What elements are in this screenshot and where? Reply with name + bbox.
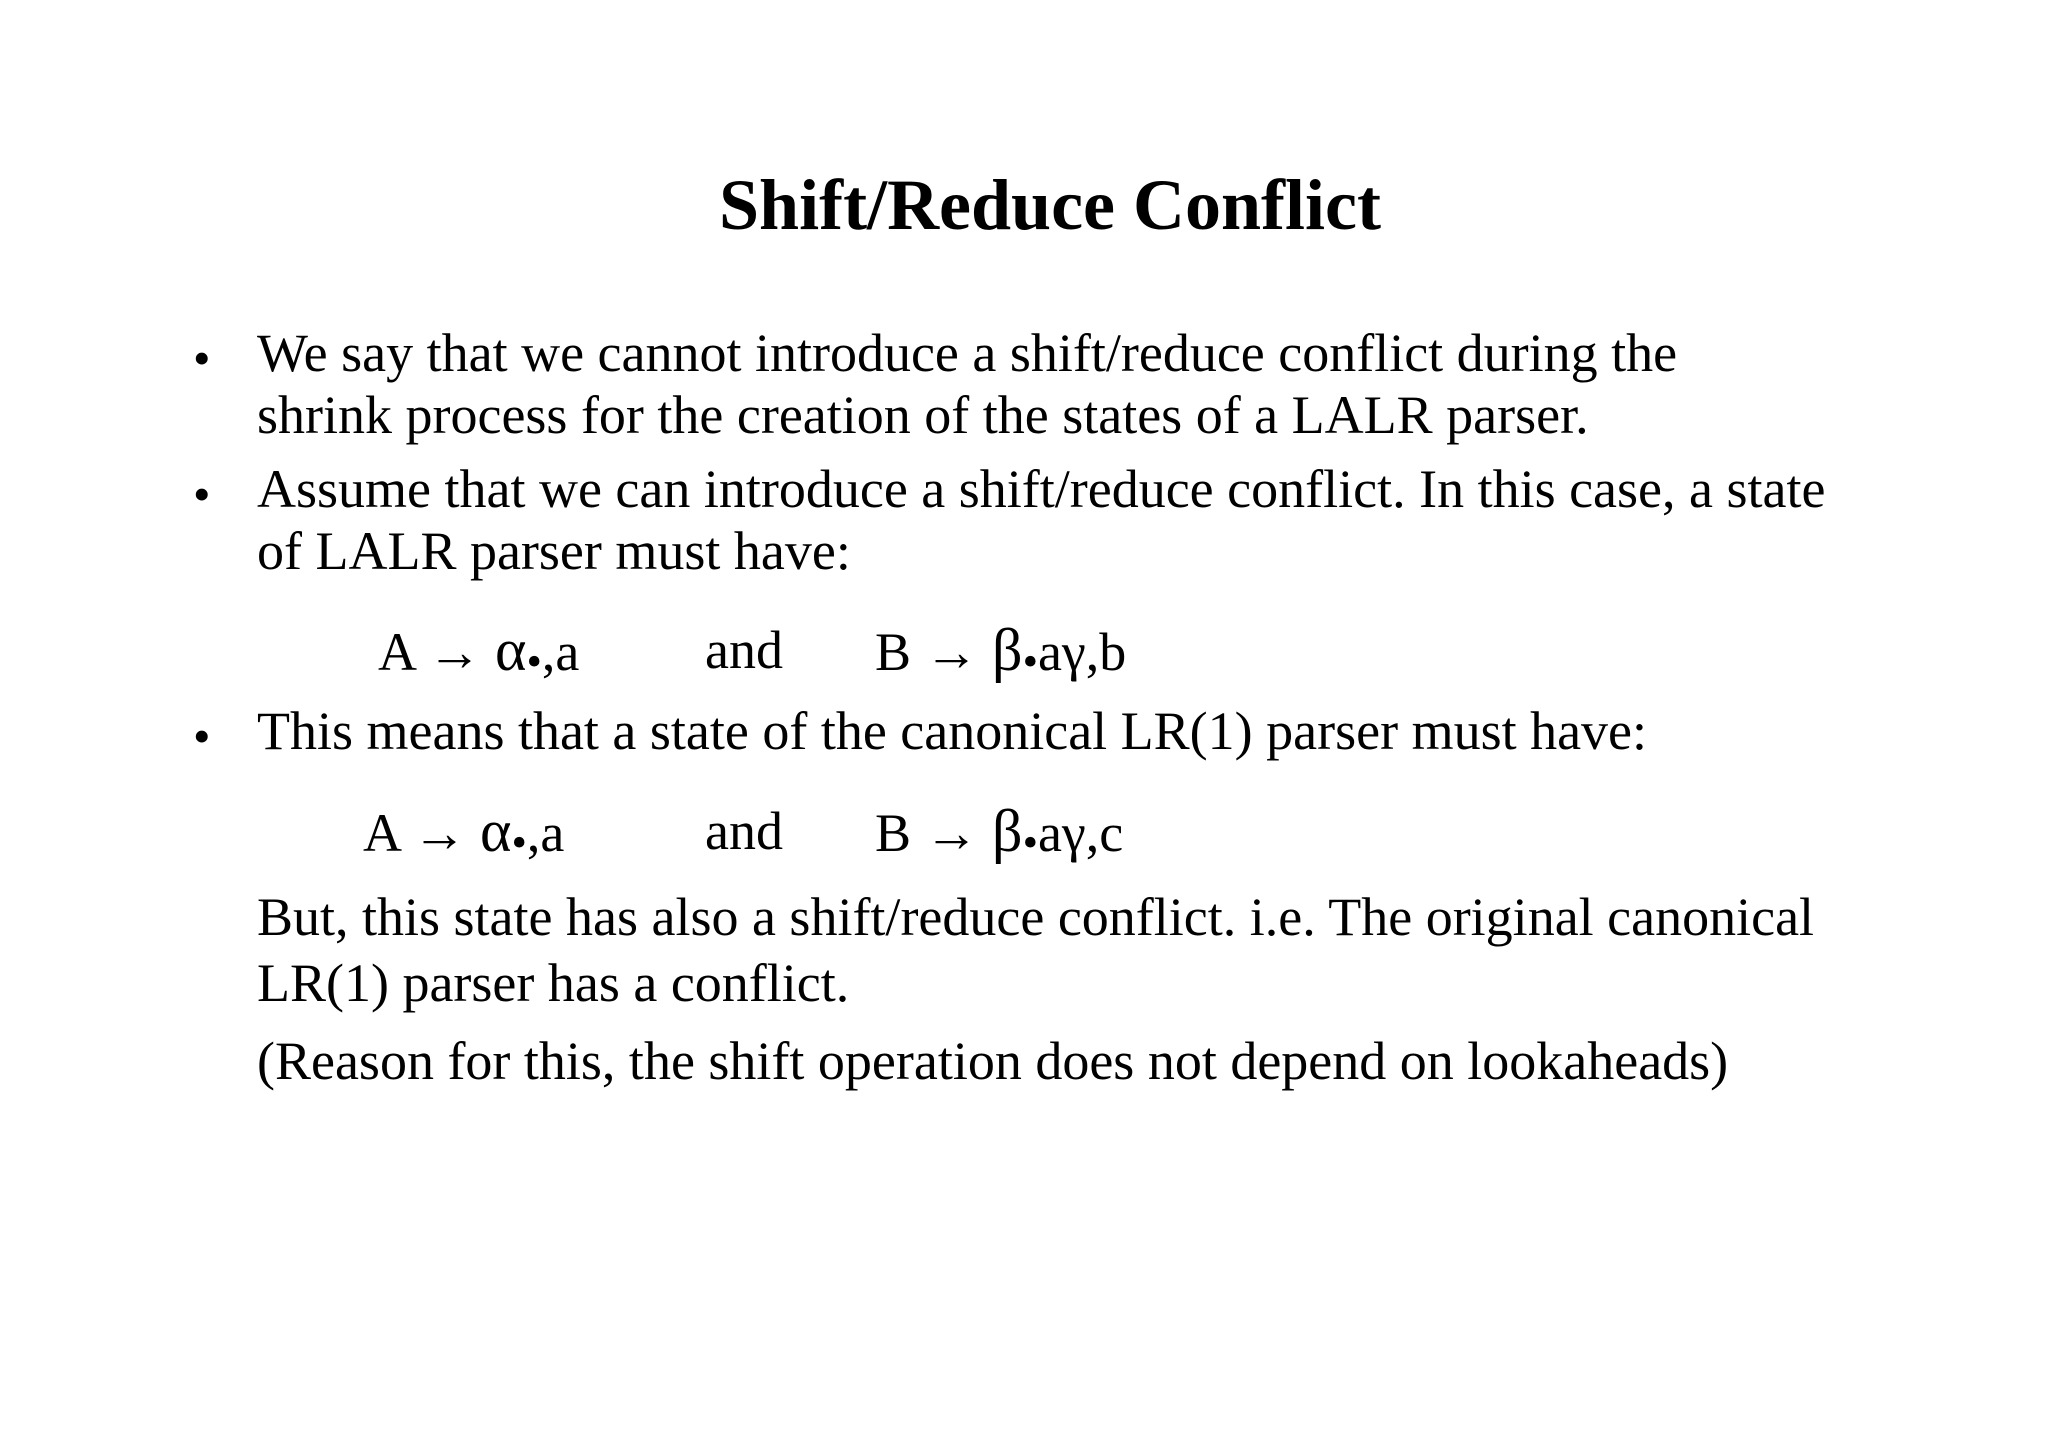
formula-lalr-left-item	[378, 615, 579, 691]
bullet-1-text	[257, 322, 1977, 446]
conclusion-line-1: But, this state has also a shift/reduce conflict. i.e. The original canonical	[257, 887, 1815, 947]
formula-canonical-connector: and	[705, 801, 783, 861]
formula-lalr-connector: and	[705, 620, 783, 680]
item-dot-icon: •	[1022, 637, 1038, 686]
item-dot-icon: •	[511, 818, 527, 867]
conclusion-text	[257, 884, 1977, 1016]
formula-lalr-left-greek: α	[495, 617, 527, 683]
formula-lalr-right-item	[875, 615, 1126, 691]
formula-canonical-left-item	[363, 796, 564, 872]
formula-canonical-left-greek: α	[480, 798, 512, 864]
bullet-3-text	[257, 700, 1977, 762]
formula-canonical-right-greek: β	[992, 798, 1023, 864]
formula-canonical-right-lhs: B →	[875, 803, 979, 863]
formula-lalr-left-lhs: A →	[378, 622, 482, 682]
bullet-2-text	[257, 458, 1977, 582]
bullet-3-line-1: This means that a state of the canonical LR(1) parser must have:	[257, 701, 1648, 761]
formula-canonical-right-item	[875, 796, 1123, 872]
bullet-2-line-2: of LALR parser must have:	[257, 521, 851, 581]
formula-lalr-right-lhs: B →	[875, 622, 979, 682]
formula-canonical-right-tail: aγ,c	[1037, 803, 1124, 863]
formula-lalr-left-tail: ,a	[541, 622, 580, 682]
formula-lalr-right-tail: aγ,b	[1037, 622, 1127, 682]
item-dot-icon: •	[526, 637, 542, 686]
formula-canonical	[0, 796, 2048, 866]
bullet-marker: •	[193, 708, 211, 764]
reason-text: (Reason for this, the shift operation does not depend on lookaheads)	[257, 1031, 1729, 1091]
formula-lalr	[0, 615, 2048, 685]
slide-title: Shift/Reduce Conflict	[719, 165, 1381, 245]
formula-canonical-left-tail: ,a	[526, 803, 565, 863]
bullet-1-line-1: We say that we cannot introduce a shift/reduce conflict during the	[257, 323, 1678, 383]
bullet-marker: •	[193, 466, 211, 522]
formula-canonical-left-lhs: A →	[363, 803, 467, 863]
conclusion-line-2: LR(1) parser has a conflict.	[257, 953, 850, 1013]
bullet-1-line-2: shrink process for the creation of the states of a LALR parser.	[257, 385, 1589, 445]
bullet-2-line-1: Assume that we can introduce a shift/reduce conflict. In this case, a state	[257, 459, 1826, 519]
bullet-marker: •	[193, 330, 211, 386]
item-dot-icon: •	[1022, 818, 1038, 867]
formula-lalr-right-greek: β	[992, 617, 1023, 683]
